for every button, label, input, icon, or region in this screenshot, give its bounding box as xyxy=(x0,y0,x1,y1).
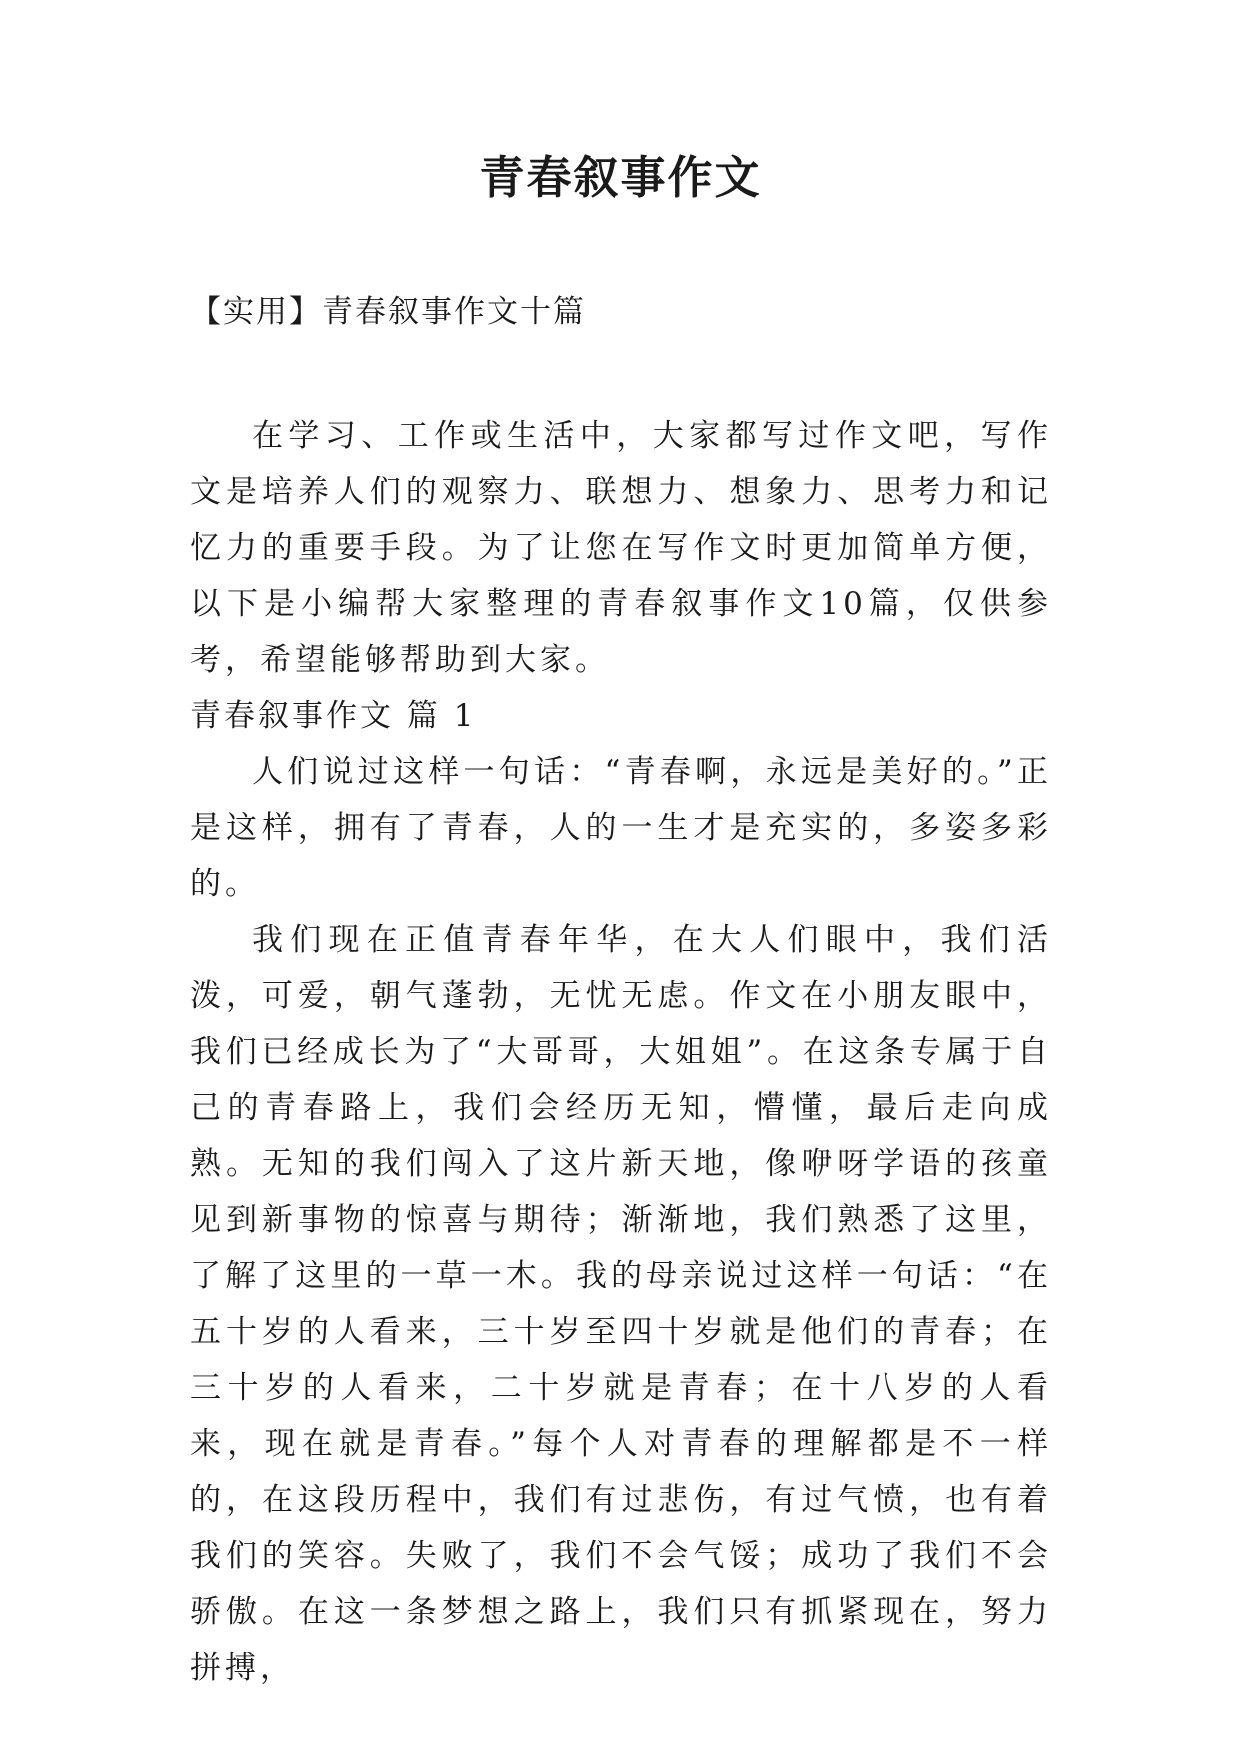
intro-paragraph: 在学习、工作或生活中，大家都写过作文吧，写作文是培养人们的观察力、联想力、想象力、思考力和记忆力的重要手段。为了让您在写作文时更加简单方便，以下是小编帮大家整理的青春叙事作文10篇，仅供参考，希望能够帮助到大家。 xyxy=(190,418,1052,678)
document-title: 青春叙事作文 xyxy=(479,151,762,204)
section-heading: 青春叙事作文 篇 1 xyxy=(190,698,477,734)
body-paragraph-2: 我们现在正值青春年华，在大人们眼中，我们活泼，可爱，朝气蓬勃，无忧无虑。作文在小朋友眼中，我们已经成长为了“大哥哥，大姐姐”。在这条专属于自己的青春路上，我们会经历无知，懵懂，最后走向成熟。无知的我们闯入了这片新天地，像咿呀学语的孩童见到新事物的惊喜与期待；渐渐地，我们熟悉了这里，了解了这里的一草一木。我的母亲说过这样一句话：“在五十岁的人看来，三十岁至四十岁就是他们的青春；在三十岁的人看来，二十岁就是青春；在十八岁的人看来，现在就是青春。”每个人对青春的理解都是不一样的，在这段历程中，我们有过悲伤，有过气愤，也有着我们的笑容。失败了，我们不会气馁；成功了我们不会骄傲。在这一条梦想之路上，我们只有抓紧现在，努力拼搏， xyxy=(190,922,1052,1686)
body-paragraph-1: 人们说过这样一句话：“青春啊，永远是美好的。”正是这样，拥有了青春，人的一生才是充实的，多姿多彩的。 xyxy=(190,754,1052,902)
document-subtitle: 【实用】青春叙事作文十篇 xyxy=(190,294,586,330)
document-body xyxy=(190,408,1052,1696)
